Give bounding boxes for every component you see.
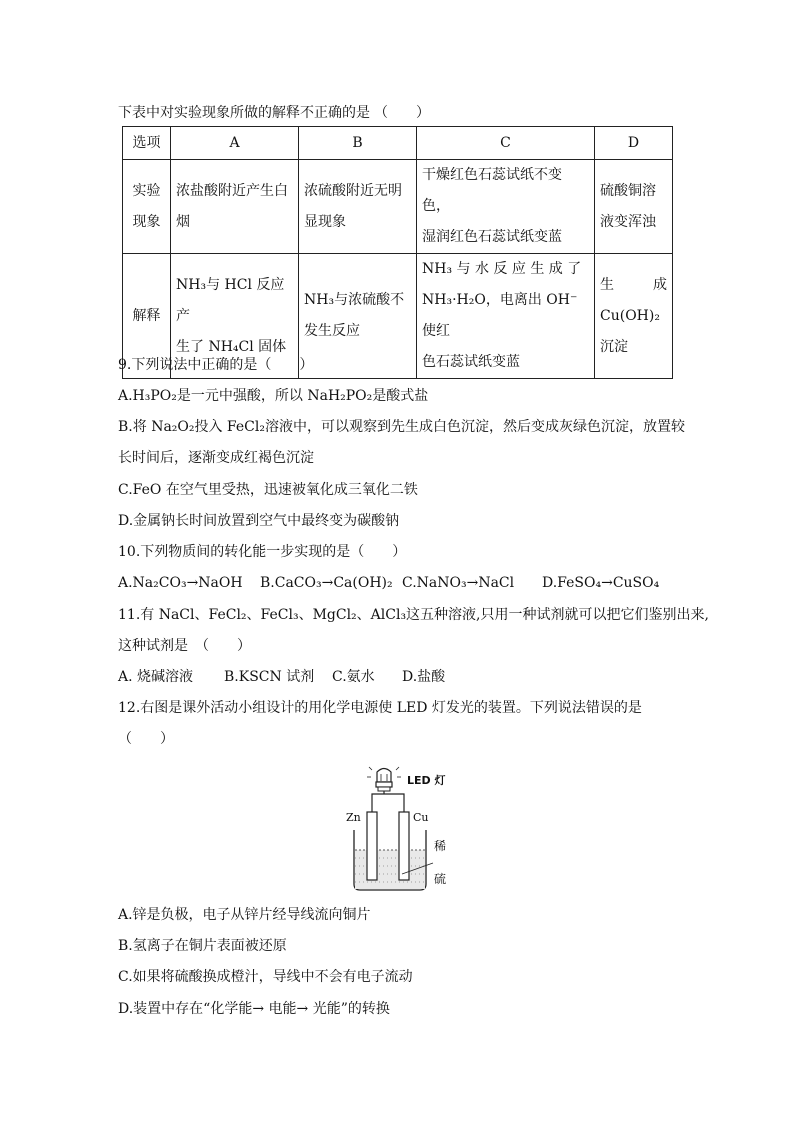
cell-line: 沉淀 xyxy=(600,338,628,355)
header-b: B xyxy=(299,127,417,160)
cell-line: 发生反应 xyxy=(304,323,360,339)
cell-d-phenomenon xyxy=(595,160,673,254)
header-d: D xyxy=(595,127,673,160)
cell-c-phenomenon xyxy=(417,160,595,254)
copper-label: Cu xyxy=(413,811,429,824)
header-c: C xyxy=(417,127,595,160)
q12-stem-line2: （ ） xyxy=(118,731,174,747)
q10-option-a: A.Na₂CO₃→NaOH xyxy=(118,575,243,591)
acid-label-2: 硫 xyxy=(434,872,447,886)
q11-stem-line1: 11.有 NaCl、FeCl₂、FeCl₃、MgCl₂、AlCl₃这五种溶液,只用一种试剂就可以把它们鉴别出来, xyxy=(118,607,709,623)
cell-line: 色石蕊试纸变蓝 xyxy=(422,354,520,370)
row-label-line: 实验 xyxy=(132,182,161,199)
cell-line: NH₃·H₂O，电离出 OH⁻使红 xyxy=(422,292,578,339)
q10-option-b: B.CaCO₃→Ca(OH)₂ xyxy=(260,575,393,591)
wire xyxy=(372,794,404,812)
beaker xyxy=(354,830,426,890)
q8-stem-text: 下表中对实验现象所做的解释不正确的是 xyxy=(118,105,370,121)
q11-options xyxy=(118,668,445,686)
cell-line: 湿润红色石蕊试纸变蓝 xyxy=(422,229,562,245)
table-row-phenomenon xyxy=(123,160,673,254)
cell-line: Cu(OH)₂ xyxy=(600,307,660,324)
q12-stem-line1: 12.右图是课外活动小组设计的用化学电源使 LED 灯发光的装置。下列说法错误的是 xyxy=(118,700,642,716)
zinc-label: Zn xyxy=(346,811,361,824)
q11-option-c: C.氨水 xyxy=(332,669,375,685)
cell-line: 干燥红色石蕊试纸不变色， xyxy=(422,167,562,214)
acid-label-1: 稀 xyxy=(434,839,447,853)
q11-option-a: A. 烧碱溶液 xyxy=(118,669,194,685)
copper-electrode xyxy=(399,812,409,880)
q8-table xyxy=(122,126,673,379)
cell-line: NH₃与 HCl 反应产 xyxy=(176,276,285,324)
table-header-row xyxy=(123,127,673,160)
header-a: A xyxy=(171,127,299,160)
q11-stem-line2: 这种试剂是 （ ） xyxy=(118,638,251,654)
row-label-line: 现象 xyxy=(132,213,161,230)
q10-stem: 10.下列物质间的转化能一步实现的是（ ） xyxy=(118,544,407,560)
q10-options xyxy=(118,574,659,592)
cell-line xyxy=(600,270,667,301)
led-label: LED 灯 xyxy=(407,774,446,787)
cell-a-phenomenon xyxy=(171,160,299,254)
q12-option-b: B.氢离子在铜片表面被还原 xyxy=(118,938,287,954)
cell-line: 浓盐酸附近产生白 xyxy=(176,182,288,199)
q11-option-b: B.KSCN 试剂 xyxy=(224,669,315,685)
q9-option-d: D.金属钠长时间放置到空气中最终变为碳酸钠 xyxy=(118,513,400,529)
row-label-phenomenon xyxy=(123,160,171,254)
cell-line: 浓硫酸附近无明 xyxy=(304,182,402,199)
cell-c-explanation xyxy=(417,254,595,379)
q10-option-c: C.NaNO₃→NaCl xyxy=(402,575,515,591)
cell-line: 烟 xyxy=(176,213,190,230)
cell-line: 显现象 xyxy=(304,213,346,230)
cell-line: NH₃与浓硫酸不 xyxy=(304,292,405,308)
cell-line: 硫酸铜溶 xyxy=(600,182,656,199)
header-option: 选项 xyxy=(123,127,171,160)
q12-option-a: A.锌是负极，电子从锌片经导线流向铜片 xyxy=(118,907,371,923)
q8-stem xyxy=(118,104,430,122)
led-bulb-icon xyxy=(367,767,401,794)
q10-option-d: D.FeSO₄→CuSO₄ xyxy=(542,575,660,591)
q9-option-c: C.FeO 在空气里受热，迅速被氧化成三氧化二铁 xyxy=(118,482,418,498)
cell-d-explanation xyxy=(595,254,673,379)
cell-word: 成 xyxy=(653,276,667,293)
q8-paren: （ ） xyxy=(374,105,430,121)
q9-option-a: A.H₃PO₂是一元中强酸，所以 NaH₂PO₂是酸式盐 xyxy=(118,388,429,404)
cell-word: 生 xyxy=(600,276,614,293)
cell-line: 液变浑浊 xyxy=(600,213,656,230)
cell-line: 生了 NH₄Cl 固体 xyxy=(176,338,287,355)
q9-stem: 9.下列说法中正确的是（ ） xyxy=(118,357,314,373)
q9-option-b-line1: B.将 Na₂O₂投入 FeCl₂溶液中，可以观察到先生成白色沉淀，然后变成灰绿色沉淀，放置较 xyxy=(118,419,685,435)
q9-option-b-line2: 长时间后，逐渐变成红褐色沉淀 xyxy=(118,450,314,466)
cell-line: NH₃ 与 水 反 应 生 成 了 xyxy=(422,261,582,277)
cell-b-phenomenon xyxy=(299,160,417,254)
q11-option-d: D.盐酸 xyxy=(402,669,446,685)
cell-b-explanation xyxy=(299,254,417,379)
q12-option-d: D.装置中存在“化学能→ 电能→ 光能”的转换 xyxy=(118,1001,390,1017)
led-cell-diagram xyxy=(336,766,466,894)
row-label-explanation: 解释 xyxy=(123,254,171,379)
zinc-electrode xyxy=(367,812,377,880)
q12-option-c: C.如果将硫酸换成橙汁，导线中不会有电子流动 xyxy=(118,969,413,985)
